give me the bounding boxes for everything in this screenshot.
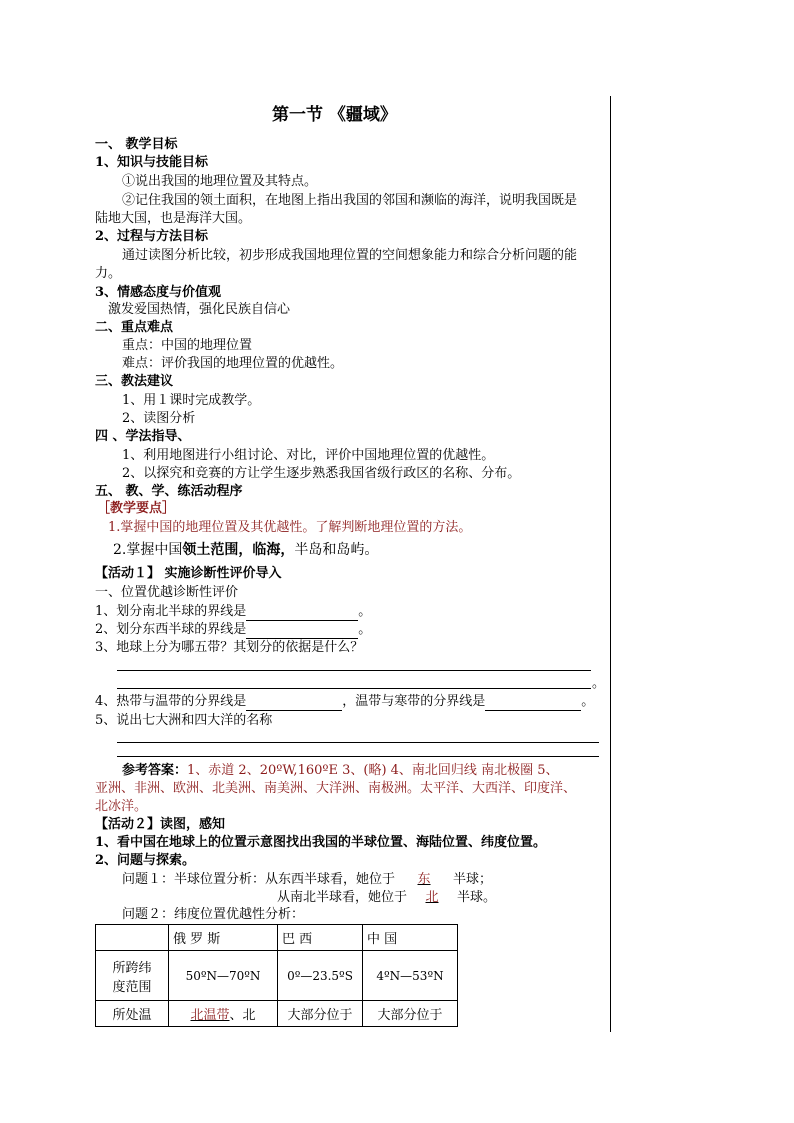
objective-2b: 陆地大国，也是海洋大国。 xyxy=(95,211,252,226)
answer-blank-2[interactable] xyxy=(246,624,358,639)
hemisphere-ew-answer: 东 xyxy=(417,872,431,887)
russia-zone: 北温带、北 xyxy=(169,1001,278,1027)
question-4: 4、热带与温带的分界线是 ，温带与寒带的分界线是 。 xyxy=(95,694,595,709)
study-guide-1: 1、利用地图进行小组讨论、对比，评价中国地理位置的优越性。 xyxy=(122,448,495,463)
table-header-empty xyxy=(96,925,169,951)
brazil-zone: 大部分位于 xyxy=(278,1001,363,1027)
subheading-knowledge: 1、知识与技能目标 xyxy=(95,155,209,170)
section-5-heading: 五、 教、学、练活动程序 xyxy=(95,484,243,499)
table-header-russia: 俄 罗 斯 xyxy=(169,925,278,951)
activity-2-step-2: 2、问题与探索。 xyxy=(95,853,196,868)
subheading-process: 2、过程与方法目标 xyxy=(95,229,209,244)
teaching-points-label: ［教学要点］ xyxy=(97,501,176,516)
question-5: 5、说出七大洲和四大洋的名称 xyxy=(95,713,273,728)
reference-answer-a: 参考答案：1、赤道 2、20ºW,160ºE 3、(略) 4、南北回归线 南北极圈 5、 xyxy=(122,763,559,778)
section-4-heading: 四 、学法指导、 xyxy=(95,429,191,444)
reference-answer-b: 亚洲、非洲、欧洲、北美洲、南美洲、大洋洲、南极洲。太平洋、大西洋、印度洋、 xyxy=(95,781,577,796)
subheading-emotion: 3、情感态度与价值观 xyxy=(95,285,222,300)
section-3-heading: 三、教法建议 xyxy=(95,374,174,389)
teaching-point-1: 1.掌握中国的地理位置及其优越性。了解判断地理位置的方法。 xyxy=(108,520,472,535)
brazil-latitude: 0º—23.5ºS xyxy=(278,951,363,1001)
method-2: 2、读图分析 xyxy=(122,411,196,426)
study-guide-2: 2、以探究和竞赛的方让学生逐步熟悉我国省级行政区的名称、分布。 xyxy=(122,466,521,481)
activity-2-heading: 【活动２】读图，感知 xyxy=(95,817,226,832)
table-row xyxy=(96,1001,458,1027)
process-text-b: 力。 xyxy=(95,266,122,281)
emotion-text: 激发爱国热情，强化民族自信心 xyxy=(108,302,291,317)
latitude-comparison-table xyxy=(95,924,458,1027)
difficult-point: 难点：评价我国的地理位置的优越性。 xyxy=(122,356,344,371)
row-label-latitude-range: 所跨纬 度范围 xyxy=(96,951,169,1001)
problem-1-line-1: 问题１：半球位置分析：从东西半球看，她位于 东 半球； xyxy=(122,872,493,887)
problem-1-line-2: 从南北半球看，她位于 北 半球。 xyxy=(277,890,497,905)
activity-2-step-1: 1、看中国在地球上的位置示意图找出我国的半球位置、海陆位置、纬度位置。 xyxy=(95,835,547,850)
russia-latitude: 50ºN—70ºN xyxy=(169,951,278,1001)
problem-2-label: 问题２：纬度位置优越性分析： xyxy=(122,907,305,922)
china-zone: 大部分位于 xyxy=(363,1001,458,1027)
answer-blank-4b[interactable] xyxy=(485,696,581,711)
answer-blank-4a[interactable] xyxy=(246,696,342,711)
process-text-a: 通过读图分析比较，初步形成我国地理位置的空间想象能力和综合分析问题的能 xyxy=(122,248,578,263)
teaching-point-2: 2.掌握中国领土范围，临海，半岛和岛屿。 xyxy=(113,542,379,558)
question-1: 1、划分南北半球的界线是 。 xyxy=(95,604,372,619)
page-title: 第一节 《疆域》 xyxy=(272,105,397,125)
answer-blank-1[interactable] xyxy=(246,606,358,621)
china-latitude: 4ºN—53ºN xyxy=(363,951,458,1001)
activity-1-subheading: 一、位置优越诊断性评价 xyxy=(95,585,239,600)
answer-line-5b[interactable] xyxy=(117,756,599,757)
key-point: 重点：中国的地理位置 xyxy=(122,338,253,353)
objective-1: ①说出我国的地理位置及其特点。 xyxy=(122,174,318,189)
question-3-end: 。 xyxy=(592,676,606,691)
answer-line-5a[interactable] xyxy=(117,742,599,743)
margin-line xyxy=(610,96,611,1032)
table-header-china: 中 国 xyxy=(363,925,458,951)
reference-answer-c: 北冰洋。 xyxy=(95,799,148,814)
table-row xyxy=(96,951,458,1001)
question-2: 2、划分东西半球的界线是 。 xyxy=(95,622,372,637)
table-header-brazil: 巴 西 xyxy=(278,925,363,951)
hemisphere-ns-answer: 北 xyxy=(425,890,439,905)
section-2-heading: 二、重点难点 xyxy=(95,320,174,335)
answer-line-3b[interactable] xyxy=(117,688,591,689)
question-3: 3、地球上分为哪五带？其划分的依据是什么？ xyxy=(95,640,364,655)
answer-line-3a[interactable] xyxy=(117,670,591,671)
section-1-heading: 一、 教学目标 xyxy=(95,137,178,152)
row-label-temperature-zone: 所处温 xyxy=(96,1001,169,1027)
objective-2a: ②记住我国的领土面积，在地图上指出我国的邻国和濒临的海洋，说明我国既是 xyxy=(122,193,578,208)
activity-1-heading: 【活动１】 实施诊断性评价导入 xyxy=(95,566,282,581)
table-header-row xyxy=(96,925,458,951)
method-1: 1、用１课时完成教学。 xyxy=(122,393,261,408)
